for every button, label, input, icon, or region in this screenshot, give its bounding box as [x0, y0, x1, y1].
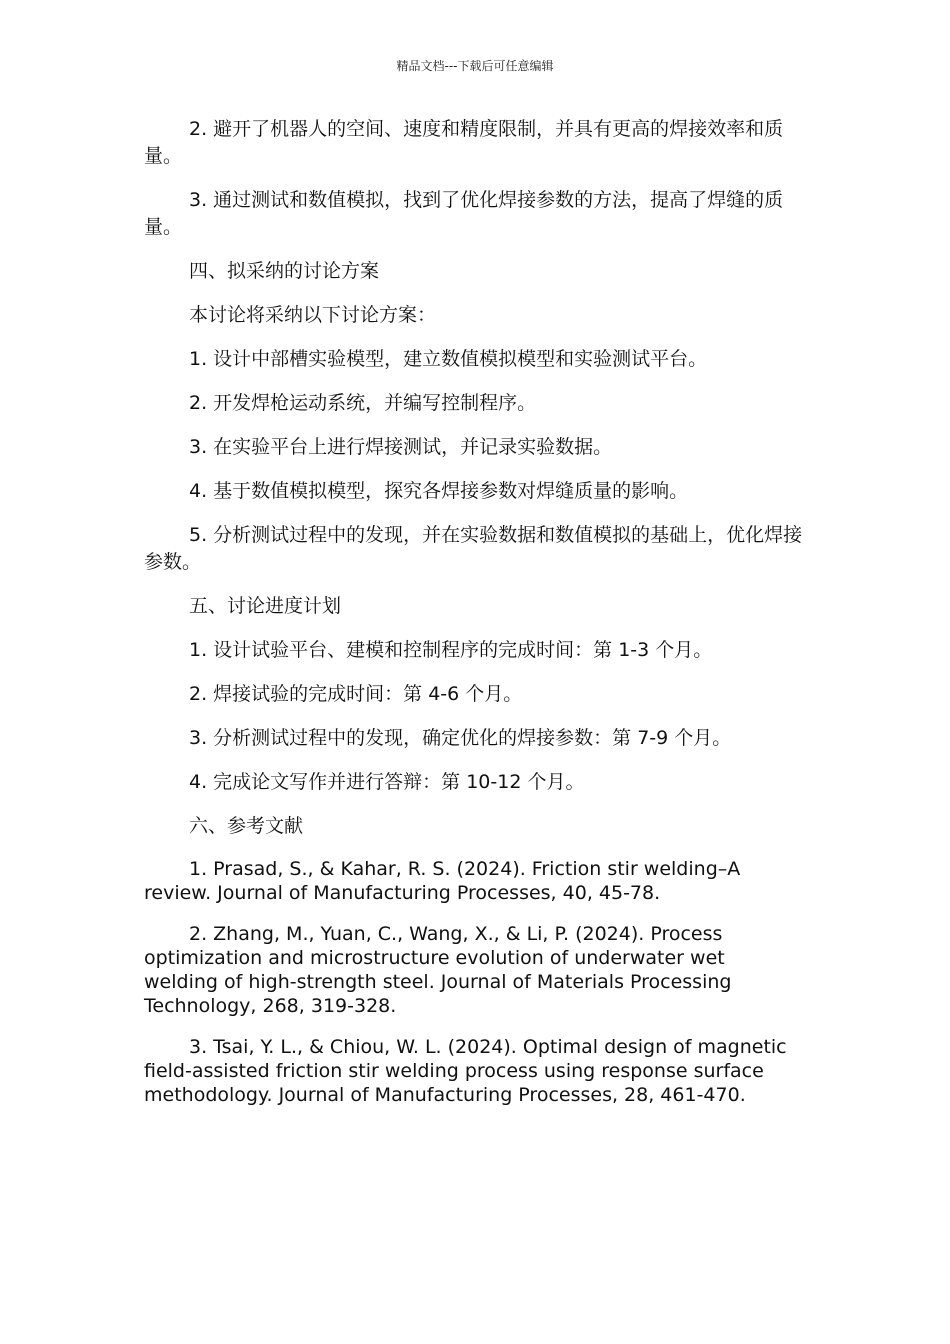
page-header: 精品文档---下载后可任意编辑: [396, 59, 554, 73]
reference-item-3: 3. Tsai, Y. L., & Chiou, W. L. (2024). Optimal design of magnetic field-assisted friction stir welding process using response surface methodology. Journal of Manufacturing Processes, 28, 461-470.: [144, 1036, 787, 1106]
paragraph-plan-5: 5. 分析测试过程中的发现，并在实验数据和数值模拟的基础上，优化焊接参数。: [144, 524, 803, 573]
paragraph-plan-4: 4. 基于数值模拟模型，探究各焊接参数对焊缝质量的影响。: [189, 480, 689, 502]
section-heading-schedule: 五、讨论进度计划: [189, 595, 342, 617]
paragraph-schedule-1: 1. 设计试验平台、建模和控制程序的完成时间：第 1-3 个月。: [189, 639, 713, 661]
reference-item-1: 1. Prasad, S., & Kahar, R. S. (2024). Friction stir welding–A review. Journal of Manufacturing Processes, 40, 45-78.: [144, 858, 741, 904]
paragraph-schedule-3: 3. 分析测试过程中的发现，确定优化的焊接参数：第 7-9 个月。: [189, 727, 732, 749]
paragraph-achievement-3: 3. 通过测试和数值模拟，找到了优化焊接参数的方法，提高了焊缝的质量。: [144, 189, 784, 238]
section-heading-plan: 四、拟采纳的讨论方案: [189, 260, 380, 282]
paragraph-plan-3: 3. 在实验平台上进行焊接测试，并记录实验数据。: [189, 436, 613, 458]
paragraph-plan-1: 1. 设计中部槽实验模型，建立数值模拟模型和实验测试平台。: [189, 348, 708, 370]
paragraph-schedule-4: 4. 完成论文写作并进行答辩：第 10-12 个月。: [189, 771, 585, 793]
paragraph-achievement-2: 2. 避开了机器人的空间、速度和精度限制，并具有更高的焊接效率和质量。: [144, 118, 784, 167]
paragraph-plan-intro: 本讨论将采纳以下讨论方案：: [189, 304, 437, 326]
section-heading-references: 六、参考文献: [189, 815, 304, 837]
reference-item-2: 2. Zhang, M., Yuan, C., Wang, X., & Li, P. (2024). Process optimization and microstructure evolution of underwater wet welding of high-strength steel. Journal of Materials Processing Technology, 268, 319-328.: [144, 923, 732, 1017]
document-body: [144, 116, 804, 1124]
paragraph-schedule-2: 2. 焊接试验的完成时间：第 4-6 个月。: [189, 683, 523, 705]
paragraph-plan-2: 2. 开发焊枪运动系统，并编写控制程序。: [189, 392, 537, 414]
